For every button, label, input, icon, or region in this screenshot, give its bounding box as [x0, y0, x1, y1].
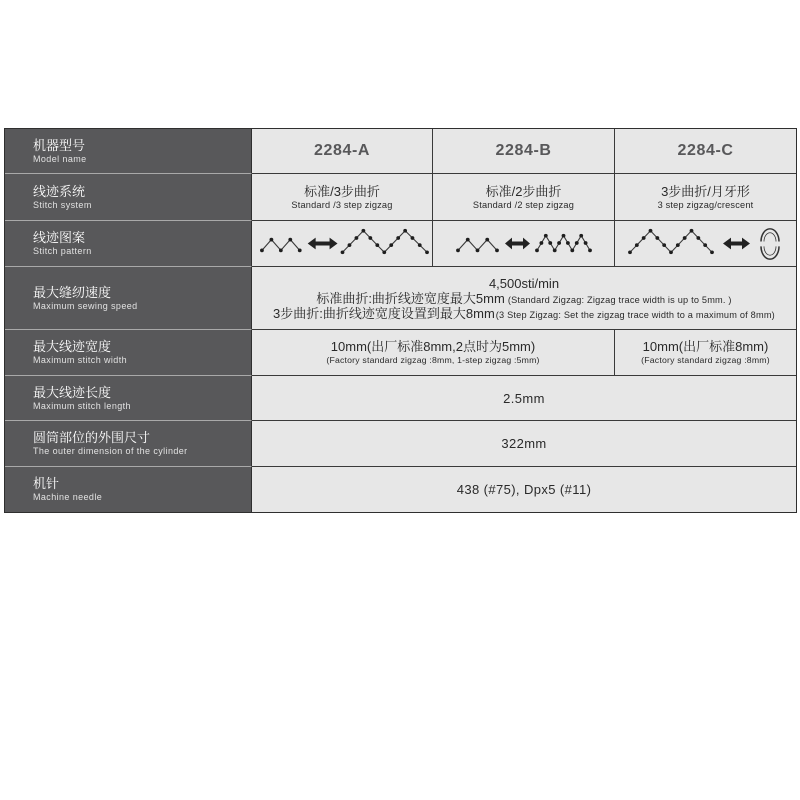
stitch-dot: [341, 250, 345, 254]
standard-zigzag-icon: [456, 238, 499, 252]
double-arrow-icon: [723, 238, 750, 250]
row-label-max-stitch-length: [5, 376, 252, 421]
label-en: Machine needle: [33, 492, 103, 502]
stitch-dot: [535, 248, 539, 252]
stitch-dot: [566, 241, 570, 245]
stitch-dot: [662, 243, 666, 247]
stitch-dot: [584, 241, 588, 245]
stitch-dot: [540, 241, 544, 245]
stitch-dot: [553, 248, 557, 252]
label-cn: 最大线迹宽度: [33, 339, 112, 354]
value-en: Standard /2 step zigzag: [472, 199, 575, 210]
model-cell-c: [615, 129, 796, 174]
stitch-dot: [485, 238, 489, 242]
stitch-dot: [270, 238, 274, 242]
stitch-system-cell-b: [433, 174, 615, 221]
stitch-dot: [495, 248, 499, 252]
stitch-dot: [548, 241, 552, 245]
stitch-dot: [703, 243, 707, 247]
max-sewing-speed-cell: [252, 267, 796, 330]
stitch-pattern-b: [433, 221, 614, 266]
stitch-dot: [298, 248, 302, 252]
value-cn: 标准/3步曲折: [304, 183, 380, 199]
model-name: 2284-A: [313, 142, 371, 159]
label-en: Maximum stitch length: [33, 400, 131, 411]
stitch-dot: [375, 243, 379, 247]
stitch-dot: [655, 236, 659, 240]
value-en: 3 step zigzag/crescent: [657, 199, 754, 210]
row-label-needle: [5, 467, 252, 512]
stitch-dot: [710, 250, 714, 254]
note-cn: 3步曲折:曲折线迹宽度设置到最大8mm: [273, 305, 495, 321]
stitch-dot: [562, 234, 566, 238]
stitch-dot: [579, 234, 583, 238]
note-en: (Standard Zigzag: Zigzag trace width is up to 5mm. ): [507, 294, 732, 305]
stitch-dot: [389, 243, 393, 247]
stitch-line: [630, 231, 712, 253]
stitch-dot: [696, 236, 700, 240]
sewing-speed-value: 4,500sti/min: [488, 275, 560, 291]
stitch-pattern-c: [615, 221, 796, 266]
stitch-dot: [683, 236, 687, 240]
model-cell-b: [433, 129, 615, 174]
stitch-dot: [690, 229, 694, 233]
double-arrow-icon: [505, 238, 530, 250]
note-cn: 标准曲折:曲折线迹宽度最大5mm: [316, 290, 505, 306]
value-en: (Factory standard zigzag :8mm, 1-step zigzag :5mm): [326, 355, 540, 365]
needle-value: 438 (#75), Dpx5 (#11): [456, 482, 592, 497]
stitch-dot: [628, 250, 632, 254]
max-stitch-width-cell-ab: [252, 330, 615, 376]
row-label-model: [5, 129, 252, 174]
stitch-dot: [456, 248, 460, 252]
stitch-dot: [348, 243, 352, 247]
three-step-zigzag-icon: [341, 229, 429, 254]
two-step-zigzag-icon: [535, 234, 592, 252]
double-arrow-icon: [308, 238, 338, 250]
stitch-dot: [382, 250, 386, 254]
stitch-dot: [288, 238, 292, 242]
standard-zigzag-icon: [260, 238, 302, 252]
stitch-dot: [411, 236, 415, 240]
label-en: Stitch system: [33, 199, 92, 210]
value-cn: 10mm(出厂标准8mm,2点时为5mm): [330, 339, 536, 354]
row-label-cylinder: [5, 421, 252, 467]
speed-line: [489, 276, 559, 291]
cylinder-cell: [252, 421, 796, 467]
label-cn: 圆筒部位的外围尺寸: [33, 430, 151, 445]
stitch-line: [537, 236, 590, 251]
label-cn: 最大线迹长度: [33, 384, 112, 400]
label-cn: 线迹图案: [33, 230, 86, 245]
row-label-stitch-pattern: [5, 221, 252, 267]
needle-cell: [252, 467, 796, 512]
stitch-dot: [403, 229, 407, 233]
stitch-pattern-cell-c: [615, 221, 796, 267]
label-en: Maximum stitch width: [33, 355, 128, 365]
max-stitch-width-cell-c: [615, 330, 796, 376]
max-stitch-length-cell: [252, 376, 796, 421]
value-cn: 标准/2步曲折: [485, 183, 562, 199]
stitch-dot: [355, 236, 359, 240]
stitch-dot: [570, 248, 574, 252]
label-en: Model name: [33, 153, 87, 164]
cylinder-value: 322mm: [501, 436, 547, 451]
stitch-dot: [425, 250, 429, 254]
stitch-dot: [649, 229, 653, 233]
label-cn: 机针: [33, 476, 60, 491]
row-label-stitch-system: [5, 174, 252, 221]
stitch-dot: [361, 229, 365, 233]
model-cell-a: [252, 129, 433, 174]
label-en: Maximum sewing speed: [33, 300, 138, 311]
value-en: (Factory standard zigzag :8mm): [641, 355, 770, 365]
stitch-dot: [676, 243, 680, 247]
row-label-max-sewing-speed: [5, 267, 252, 330]
stitch-pattern-a: [252, 221, 432, 266]
value-cn: 3步曲折/月牙形: [661, 183, 750, 199]
stitch-dot: [279, 248, 283, 252]
stitch-dot: [466, 238, 470, 242]
stitch-dot: [418, 243, 422, 247]
value-en: Standard /3 step zigzag: [291, 199, 393, 210]
model-name: 2284-C: [677, 142, 734, 159]
stitch-dot: [557, 241, 561, 245]
stitch-dot: [544, 234, 548, 238]
label-cn: 机器型号: [33, 137, 86, 153]
stitch-system-cell-c: [615, 174, 796, 221]
note-en: (3 Step Zigzag: Set the zigzag trace width to a maximum of 8mm): [495, 309, 775, 320]
value-cn: 10mm(出厂标准8mm): [642, 339, 769, 354]
stitch-dot: [260, 248, 264, 252]
stitch-dot: [476, 248, 480, 252]
row-label-max-stitch-width: [5, 330, 252, 376]
note-line: [273, 306, 775, 321]
stitch-system-cell-a: [252, 174, 433, 221]
model-name: 2284-B: [495, 142, 552, 159]
label-en: The outer dimension of the cylinder: [33, 446, 188, 456]
stitch-dot: [396, 236, 400, 240]
stitch-dot: [588, 248, 592, 252]
stitch-line: [342, 231, 427, 253]
stitch-dot: [642, 236, 646, 240]
label-cn: 最大缝纫速度: [33, 284, 112, 300]
stitch-pattern-cell-b: [433, 221, 615, 267]
note-line: [316, 291, 731, 306]
crescent-stitch-icon: [761, 229, 779, 259]
three-step-zigzag-icon: [628, 229, 714, 254]
stitch-dot: [635, 243, 639, 247]
stitch-dot: [575, 241, 579, 245]
stitch-dot: [368, 236, 372, 240]
max-stitch-length-value: 2.5mm: [503, 390, 545, 406]
stitch-pattern-cell-a: [252, 221, 433, 267]
label-en: Stitch pattern: [33, 246, 92, 256]
stitch-dot: [669, 250, 673, 254]
spec-table: [4, 128, 797, 513]
label-cn: 线迹系统: [33, 183, 86, 199]
